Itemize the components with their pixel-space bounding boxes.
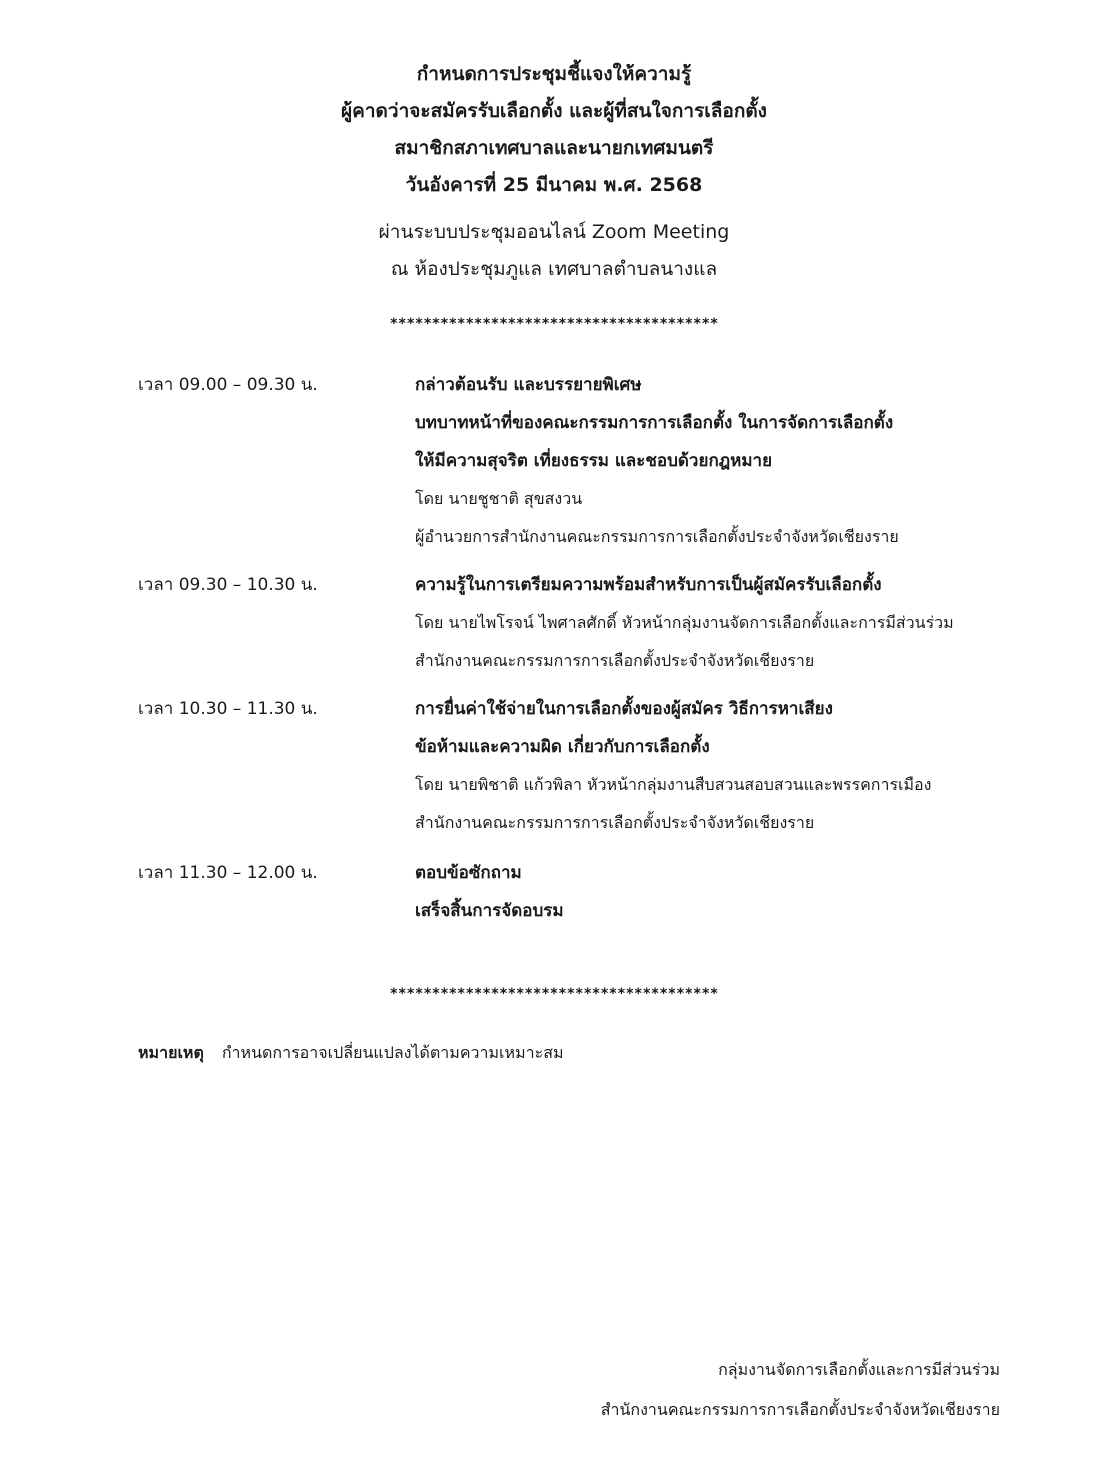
agenda-speaker: โดย นายชูชาติ สุขสงวน <box>415 489 583 508</box>
agenda-title: เสร็จสิ้นการจัดอบรม <box>415 901 564 921</box>
agenda-title: การยื่นค่าใช้จ่ายในการเลือกตั้งของผู้สมัคร วิธีการหาเสียง <box>415 699 833 719</box>
agenda-body <box>415 566 1018 680</box>
separator-bottom: *************************************** <box>389 986 719 1002</box>
separator-top: *************************************** <box>389 316 719 332</box>
footer-department: กลุ่มงานจัดการเลือกตั้งและการมีส่วนร่วม <box>718 1360 1000 1379</box>
agenda-body <box>415 690 1018 842</box>
agenda-title: กล่าวต้อนรับ และบรรยายพิเศษ <box>415 375 642 395</box>
signature-block <box>601 1350 1000 1430</box>
agenda-time: เวลา 10.30 – 11.30 น. <box>138 699 318 719</box>
agenda-list <box>138 366 1018 940</box>
agenda-body <box>415 854 1018 930</box>
document-header <box>0 56 1108 288</box>
agenda-title: บทบาทหน้าที่ของคณะกรรมการการเลือกตั้ง ในการจัดการเลือกตั้ง <box>415 413 894 433</box>
agenda-time: เวลา 11.30 – 12.00 น. <box>138 863 318 883</box>
agenda-time: เวลา 09.00 – 09.30 น. <box>138 375 318 395</box>
agenda-body <box>415 366 1018 556</box>
agenda-item <box>138 690 1018 842</box>
agenda-speaker-role: สำนักงานคณะกรรมการการเลือกตั้งประจำจังหวัดเชียงราย <box>415 651 815 670</box>
agenda-item <box>138 366 1018 556</box>
footer-office: สำนักงานคณะกรรมการการเลือกตั้งประจำจังหวัดเชียงราย <box>600 1400 1000 1419</box>
agenda-title: ให้มีความสุจริต เที่ยงธรรม และชอบด้วยกฎหมาย <box>415 451 773 471</box>
header-venue: ณ ห้องประชุมภูแล เทศบาลตำบลนางแล <box>390 258 718 280</box>
agenda-item <box>138 854 1018 930</box>
agenda-title: ตอบข้อซักถาม <box>415 863 522 883</box>
header-title: กำหนดการประชุมชี้แจงให้ความรู้ <box>416 63 692 85</box>
agenda-title: ความรู้ในการเตรียมความพร้อมสำหรับการเป็นผู้สมัครรับเลือกตั้ง <box>415 575 882 595</box>
note-label: หมายเหตุ <box>138 1043 204 1062</box>
agenda-speaker-role: สำนักงานคณะกรรมการการเลือกตั้งประจำจังหวัดเชียงราย <box>415 813 815 832</box>
agenda-speaker: โดย นายพิชาติ แก้วพิลา หัวหน้ากลุ่มงานสืบสวนสอบสวนและพรรคการเมือง <box>415 775 932 794</box>
agenda-item <box>138 566 1018 680</box>
note <box>138 1038 564 1068</box>
header-audience: สมาชิกสภาเทศบาลและนายกเทศมนตรี <box>394 137 714 159</box>
agenda-time: เวลา 09.30 – 10.30 น. <box>138 575 318 595</box>
agenda-speaker: โดย นายไพโรจน์ ไพศาลศักดิ์ หัวหน้ากลุ่มงานจัดการเลือกตั้งและการมีส่วนร่วม <box>415 613 954 632</box>
agenda-title: ข้อห้ามและความผิด เกี่ยวกับการเลือกตั้ง <box>415 737 710 757</box>
header-subtitle: ผู้คาดว่าจะสมัครรับเลือกตั้ง และผู้ที่สนใจการเลือกตั้ง <box>341 100 767 122</box>
header-date: วันอังคารที่ 25 มีนาคม พ.ศ. 2568 <box>405 174 703 196</box>
agenda-speaker-role: ผู้อำนวยการสำนักงานคณะกรรมการการเลือกตั้งประจำจังหวัดเชียงราย <box>415 527 899 546</box>
note-text: กำหนดการอาจเปลี่ยนแปลงได้ตามความเหมาะสม <box>221 1043 564 1062</box>
header-platform: ผ่านระบบประชุมออนไลน์ Zoom Meeting <box>378 221 730 243</box>
